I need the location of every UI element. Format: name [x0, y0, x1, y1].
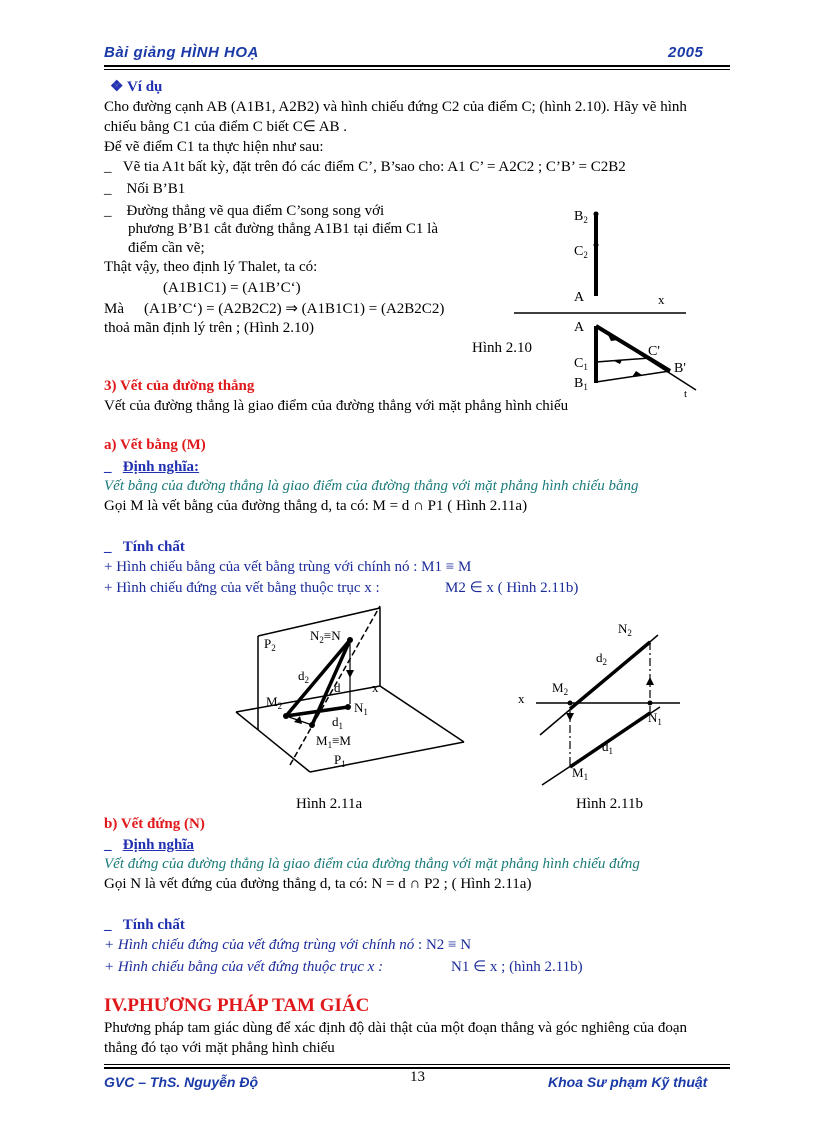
example-line-1: Cho đường cạnh AB (A1B1, A2B2) và hình chiếu đứng C2 của điểm C; (hình 2.10). Hãy vẽ hình [104, 99, 687, 115]
arrow-head [346, 670, 354, 678]
label-t: t [684, 388, 688, 400]
trace-n-prop-1b: : N2 ≡ N [418, 937, 472, 953]
figure-2-10 [500, 200, 730, 405]
figure-2-11a [230, 600, 480, 780]
step-1: _ Vẽ tia A1t bất kỳ, đặt trên đó các điểm C’, B’sao cho: A1 C’ = A2C2 ; C’B’ = C2B2 [104, 159, 626, 175]
point-n1 [345, 704, 351, 710]
label-d1: $d_1$ [332, 714, 343, 731]
line-d2 [570, 642, 650, 709]
trace-m-call: Gọi M là vết bằng của đường thẳng d, ta có: M = d ∩ P1 ( Hình 2.11a) [104, 498, 528, 514]
plane-p1-right [380, 686, 464, 742]
point-n [347, 637, 353, 643]
footer-faculty: Khoa Sư phạm Kỹ thuật [548, 1074, 708, 1090]
step-3-text-b: phương B’B1 cắt đường thẳng A1B1 tại điểm C1 là [128, 221, 439, 237]
step-3-text-a: Đường thẳng vẽ qua điểm C’song song với [126, 203, 385, 219]
label-n1: $N_1$ [354, 700, 368, 717]
trace-m-prop-2a: + Hình chiếu đứng của vết bằng thuộc trục x : [104, 580, 380, 596]
point-m2 [283, 713, 289, 719]
proof-line-1: Thật vậy, theo định lý Thalet, ta có: [104, 259, 318, 275]
c1-c-prime-line [596, 358, 650, 362]
section-4-line-2: thẳng đó tạo với mặt phẳng hình chiếu [104, 1040, 335, 1056]
arrow-head [646, 677, 654, 685]
label-d2: $d_2$ [596, 650, 607, 667]
section-4-title: IV.PHƯƠNG PHÁP TAM GIÁC [104, 995, 370, 1016]
c2-point [594, 243, 599, 248]
trace-n-def-label: Định nghĩa [122, 837, 195, 853]
step-3: _ Đường thẳng vẽ qua điểm C’song song với [104, 203, 385, 219]
step-2: _ Nối B’B1 [104, 181, 186, 197]
figure-2-11b [510, 615, 710, 790]
trace-n-prop-2b: N1 ∈ x ; (hình 2.11b) [451, 959, 583, 975]
fig-2-10-caption: Hình 2.10 [472, 340, 532, 356]
trace-m-prop-title: _ Tính chất [104, 539, 185, 555]
label-m1m: $M_1\equiv M$ [316, 733, 351, 750]
label-a2: A [574, 290, 585, 305]
label-a1: A [574, 320, 585, 335]
line-d2 [286, 640, 350, 716]
proof-line-4: thoả mãn định lý trên ; (Hình 2.10) [104, 320, 314, 336]
trace-n-prop-title: _ Tính chất [104, 917, 185, 933]
label-d: d [334, 680, 341, 695]
trace-m-title: a) Vết bằng (M) [104, 437, 206, 453]
label-m2: $M_2$ [266, 694, 283, 711]
fig-2-11b-caption: Hình 2.11b [576, 796, 643, 812]
step-2-text: Nối B’B1 [126, 181, 186, 197]
step-3-text-c: điểm cần vẽ; [128, 240, 205, 256]
step-1-text: Vẽ tia A1t bất kỳ, đặt trên đó các điểm C’, B’sao cho: A1 C’ = A2C2 ; C’B’ = C2B2 [122, 159, 626, 175]
diamond-bullet-icon: ❖ [110, 79, 124, 95]
arrow-head [294, 716, 302, 724]
trace-n-prop-label: Tính chất [122, 917, 185, 933]
arrow-head [566, 713, 574, 721]
point-m [309, 722, 315, 728]
label-d1: $d_1$ [602, 739, 613, 756]
point-n1 [648, 701, 653, 706]
b2-point [594, 212, 599, 217]
label-p2: $P_2$ [264, 636, 276, 653]
footer-rule-thin [104, 1064, 730, 1065]
trace-n-def-title: _ Định nghĩa [104, 837, 195, 853]
header-title: Bài giảng HÌNH HOẠ [104, 44, 259, 61]
example-line-3: Để vẽ điểm C1 ta thực hiện như sau: [104, 139, 324, 155]
header-year: 2005 [668, 44, 704, 61]
section-4-line-1: Phương pháp tam giác dùng để xác định độ dài thật của một đoạn thẳng và góc nghiêng của đoạn [104, 1020, 687, 1036]
trace-m-def-label: Định nghĩa: [122, 459, 200, 475]
proof-line-2: (A1B1C1) = (A1B’C‘) [163, 280, 301, 296]
label-b2: $B_2$ [574, 209, 588, 225]
trace-m-def: Vết bằng của đường thẳng là giao điểm của đường thẳng với mặt phẳng hình chiếu bằng [104, 478, 639, 494]
header-rule [104, 65, 730, 67]
trace-n-call: Gọi N là vết đứng của đường thẳng d, ta có: N = d ∩ P2 ; ( Hình 2.11a) [104, 876, 532, 892]
label-b1: $B_1$ [574, 376, 588, 392]
trace-n-def: Vết đứng của đường thẳng là giao điểm của đường thẳng với mặt phẳng hình chiếu đứng [104, 856, 640, 872]
proof-line-3: (A1B’C‘) = (A2B2C2) ⇒ (A1B1C1) = (A2B2C2) [144, 301, 445, 317]
label-n2n: $N_2\equiv N$ [310, 628, 341, 645]
label-m1: $M_1$ [572, 765, 589, 782]
line-d1 [570, 713, 650, 767]
point-m2 [568, 701, 573, 706]
label-n1: $N_1$ [648, 710, 662, 727]
proof-label: Mà [104, 301, 124, 317]
label-m2: $M_2$ [552, 680, 569, 697]
label-p1: $P_1$ [334, 752, 346, 769]
label-x: x [518, 691, 525, 706]
header-rule-thin [104, 69, 730, 70]
example-line-2: chiếu bằng C1 của điểm C biết C∈ AB . [104, 119, 348, 135]
fig-2-11a-caption: Hình 2.11a [296, 796, 363, 812]
example-title: Ví dụ [126, 79, 163, 95]
page-number: 13 [410, 1069, 425, 1085]
label-x: x [372, 680, 379, 695]
label-n2: $N_2$ [618, 621, 632, 638]
label-x: x [658, 292, 665, 307]
label-c-prime: C' [648, 344, 660, 359]
trace-n-prop-2a: + Hình chiếu bằng của vết đứng thuộc trục x : [104, 959, 384, 975]
trace-m-prop-2b: M2 ∈ x ( Hình 2.11b) [445, 580, 579, 596]
section-3-desc: Vết của đường thẳng là giao điểm của đường thẳng với mặt phẳng hình chiếu [104, 398, 569, 414]
trace-m-prop-label: Tính chất [122, 539, 185, 555]
label-c1: $C_1$ [574, 356, 588, 372]
label-d2: $d_2$ [298, 668, 309, 685]
footer-author: GVC – ThS. Nguyễn Độ [104, 1074, 259, 1090]
trace-n-title: b) Vết đứng (N) [104, 816, 205, 832]
section-3-title: 3) Vết của đường thẳng [104, 378, 255, 394]
label-c2: $C_2$ [574, 244, 588, 260]
trace-n-prop-1a: + Hình chiếu đứng của vết đứng trùng với chính nó [104, 937, 415, 953]
trace-m-prop-1: + Hình chiếu bằng của vết bằng trùng với chính nó : M1 ≡ M [104, 559, 472, 575]
trace-n-prop-1 [104, 936, 471, 954]
example-heading [110, 78, 162, 96]
label-b-prime: B' [674, 361, 686, 376]
trace-m-def-title: _ Định nghĩa: [104, 459, 200, 475]
